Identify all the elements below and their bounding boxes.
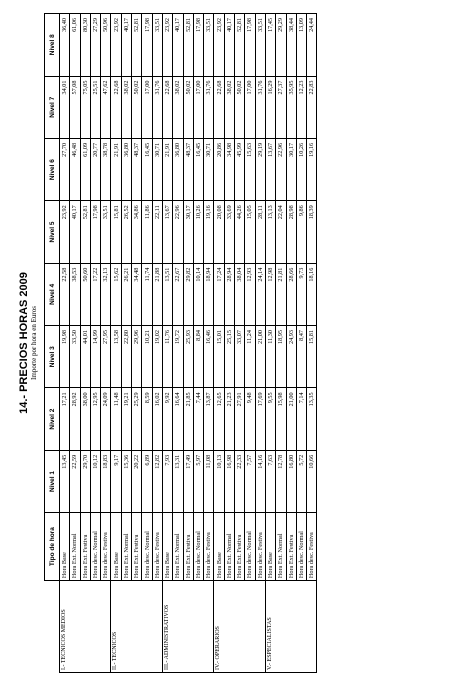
price-cell-nivel-1: 18,83 bbox=[101, 450, 111, 512]
page-title: 14.- PRECIOS HORAS 2009 bbox=[18, 272, 30, 414]
price-cell-nivel-7: 22,68 bbox=[162, 76, 172, 138]
hour-type-cell: Hora Ext. Festiva bbox=[132, 513, 142, 581]
price-cell-nivel-7: 16,29 bbox=[265, 76, 275, 138]
price-cell-nivel-8: 38,44 bbox=[286, 14, 296, 77]
price-cell-nivel-2: 12,65 bbox=[214, 388, 224, 450]
price-cell-nivel-2: 17,21 bbox=[60, 388, 70, 450]
price-cell-nivel-6: 30,71 bbox=[204, 138, 214, 200]
hour-type-cell: Hora Base bbox=[214, 513, 224, 581]
price-cell-nivel-1: 22,59 bbox=[70, 450, 80, 512]
price-cell-nivel-3: 29,96 bbox=[132, 326, 142, 388]
table-row bbox=[183, 14, 193, 673]
table-row bbox=[276, 14, 286, 673]
price-cell-nivel-6: 16,45 bbox=[142, 138, 152, 200]
price-cell-nivel-5: 52,81 bbox=[80, 201, 90, 263]
price-cell-nivel-3: 19,02 bbox=[152, 326, 162, 388]
price-cell-nivel-7: 50,02 bbox=[132, 76, 142, 138]
price-cell-nivel-8: 17,45 bbox=[265, 14, 275, 77]
price-cell-nivel-3: 13,58 bbox=[111, 326, 121, 388]
price-cell-nivel-3: 8,47 bbox=[296, 326, 306, 388]
price-cell-nivel-8: 17,98 bbox=[245, 14, 255, 77]
price-cell-nivel-6: 19,16 bbox=[307, 138, 317, 200]
price-cell-nivel-4: 17,24 bbox=[214, 263, 224, 325]
header-nivel-8: Nivel 8 bbox=[45, 14, 60, 77]
hour-type-cell: Hora desc. Festiva bbox=[255, 513, 265, 581]
price-cell-nivel-3: 10,21 bbox=[142, 326, 152, 388]
price-cell-nivel-5: 28,11 bbox=[255, 201, 265, 263]
price-cell-nivel-8: 23,92 bbox=[111, 14, 121, 77]
price-cell-nivel-3: 27,95 bbox=[101, 326, 111, 388]
price-cell-nivel-5: 10,26 bbox=[193, 201, 203, 263]
price-cell-nivel-4: 15,62 bbox=[111, 263, 121, 325]
category-label: II.- TECNICOS bbox=[111, 581, 162, 673]
hour-type-cell: Hora Ext. Normal bbox=[121, 513, 131, 581]
price-cell-nivel-5: 33,69 bbox=[224, 201, 234, 263]
price-cell-nivel-4: 17,22 bbox=[90, 263, 100, 325]
price-cell-nivel-1: 29,70 bbox=[80, 450, 90, 512]
category-label: III.- ADMINISTRATIVOS bbox=[162, 581, 213, 673]
price-cell-nivel-2: 28,92 bbox=[70, 388, 80, 450]
price-cell-nivel-3: 11,30 bbox=[265, 326, 275, 388]
price-cell-nivel-7: 34,01 bbox=[60, 76, 70, 138]
price-cell-nivel-3: 25,93 bbox=[183, 326, 193, 388]
price-cell-nivel-7: 38,02 bbox=[224, 76, 234, 138]
price-cell-nivel-5: 18,39 bbox=[307, 201, 317, 263]
price-cell-nivel-5: 13,67 bbox=[162, 201, 172, 263]
price-cell-nivel-5: 34,86 bbox=[132, 201, 142, 263]
price-cell-nivel-3: 8,84 bbox=[193, 326, 203, 388]
header-tipo: Tipo de hora bbox=[45, 513, 60, 581]
price-cell-nivel-2: 17,69 bbox=[255, 388, 265, 450]
price-cell-nivel-3: 25,15 bbox=[224, 326, 234, 388]
price-cell-nivel-6: 21,91 bbox=[111, 138, 121, 200]
table-row bbox=[286, 14, 296, 673]
price-cell-nivel-1: 7,93 bbox=[162, 450, 172, 512]
price-cell-nivel-5: 33,51 bbox=[101, 201, 111, 263]
price-cell-nivel-2: 7,44 bbox=[193, 388, 203, 450]
hour-type-cell: Hora Base bbox=[60, 513, 70, 581]
table-row bbox=[173, 14, 183, 673]
table-row bbox=[214, 14, 224, 673]
hour-type-cell: Hora desc. Normal bbox=[245, 513, 255, 581]
price-cell-nivel-1: 6,89 bbox=[142, 450, 152, 512]
price-cell-nivel-7: 47,62 bbox=[101, 76, 111, 138]
price-cell-nivel-6: 21,91 bbox=[162, 138, 172, 200]
price-cell-nivel-4: 22,58 bbox=[60, 263, 70, 325]
price-cell-nivel-2: 21,85 bbox=[183, 388, 193, 450]
price-cell-nivel-3: 15,01 bbox=[214, 326, 224, 388]
price-cell-nivel-2: 9,48 bbox=[245, 388, 255, 450]
price-cell-nivel-8: 17,98 bbox=[193, 14, 203, 77]
price-cell-nivel-1: 9,17 bbox=[111, 450, 121, 512]
price-cell-nivel-3: 21,00 bbox=[255, 326, 265, 388]
hour-type-cell: Hora desc. Normal bbox=[142, 513, 152, 581]
table-row bbox=[296, 14, 306, 673]
price-cell-nivel-5: 22,04 bbox=[276, 201, 286, 263]
hour-type-cell: Hora Ext. Festiva bbox=[235, 513, 245, 581]
table-row bbox=[70, 14, 80, 673]
header-empty-cell bbox=[45, 581, 60, 673]
price-cell-nivel-2: 38,00 bbox=[80, 388, 90, 450]
price-cell-nivel-4: 10,14 bbox=[193, 263, 203, 325]
price-cell-nivel-6: 61,09 bbox=[80, 138, 90, 200]
price-cell-nivel-6: 30,71 bbox=[152, 138, 162, 200]
price-cell-nivel-7: 17,00 bbox=[245, 76, 255, 138]
price-cell-nivel-7: 22,83 bbox=[307, 76, 317, 138]
price-cell-nivel-1: 11,08 bbox=[204, 450, 214, 512]
price-cell-nivel-4: 9,73 bbox=[296, 263, 306, 325]
table-row bbox=[101, 14, 111, 673]
hour-type-cell: Hora Ext. Normal bbox=[224, 513, 234, 581]
price-cell-nivel-2: 21,00 bbox=[286, 388, 296, 450]
price-cell-nivel-5: 9,86 bbox=[296, 201, 306, 263]
price-cell-nivel-2: 16,02 bbox=[152, 388, 162, 450]
price-cell-nivel-1: 7,57 bbox=[245, 450, 255, 512]
hour-type-cell: Hora Base bbox=[111, 513, 121, 581]
table-row bbox=[162, 14, 172, 673]
category-label: I.- TECNICOS MEDIOS bbox=[60, 581, 111, 673]
price-cell-nivel-1: 10,66 bbox=[307, 450, 317, 512]
price-cell-nivel-2: 21,23 bbox=[224, 388, 234, 450]
price-cell-nivel-4: 11,74 bbox=[142, 263, 152, 325]
prices-table bbox=[44, 13, 317, 673]
table-row bbox=[152, 14, 162, 673]
price-cell-nivel-7: 38,02 bbox=[173, 76, 183, 138]
price-cell-nivel-8: 23,92 bbox=[162, 14, 172, 77]
table-row bbox=[142, 14, 152, 673]
price-cell-nivel-8: 27,29 bbox=[90, 14, 100, 77]
hour-type-cell: Hora Base bbox=[162, 513, 172, 581]
table-row bbox=[255, 14, 265, 673]
price-cell-nivel-1: 10,13 bbox=[214, 450, 224, 512]
price-cell-nivel-6: 34,98 bbox=[224, 138, 234, 200]
table-row bbox=[307, 14, 317, 673]
price-cell-nivel-4: 12,98 bbox=[265, 263, 275, 325]
price-cell-nivel-8: 13,09 bbox=[296, 14, 306, 77]
category-label: V.- ESPECIALISTAS bbox=[265, 581, 316, 673]
rotated-content bbox=[16, 13, 436, 673]
price-cell-nivel-8: 33,51 bbox=[255, 14, 265, 77]
price-cell-nivel-7: 25,51 bbox=[90, 76, 100, 138]
table-row bbox=[90, 14, 100, 673]
table-row bbox=[80, 14, 90, 673]
price-cell-nivel-3: 33,07 bbox=[235, 326, 245, 388]
price-cell-nivel-8: 52,81 bbox=[235, 14, 245, 77]
price-cell-nivel-2: 25,29 bbox=[132, 388, 142, 450]
price-cell-nivel-6: 36,80 bbox=[173, 138, 183, 200]
price-cell-nivel-2: 16,64 bbox=[173, 388, 183, 450]
hour-type-cell: Hora Ext. Normal bbox=[173, 513, 183, 581]
price-cell-nivel-4: 28,66 bbox=[286, 263, 296, 325]
price-cell-nivel-7: 50,02 bbox=[235, 76, 245, 138]
price-cell-nivel-1: 17,49 bbox=[183, 450, 193, 512]
price-cell-nivel-6: 27,70 bbox=[60, 138, 70, 200]
price-cell-nivel-1: 10,12 bbox=[90, 450, 100, 512]
hour-type-cell: Hora Ext. Festiva bbox=[183, 513, 193, 581]
header-nivel-4: Nivel 4 bbox=[45, 263, 60, 325]
price-cell-nivel-4: 21,88 bbox=[152, 263, 162, 325]
table-row bbox=[121, 14, 131, 673]
price-cell-nivel-5: 22,96 bbox=[173, 201, 183, 263]
price-cell-nivel-5: 23,92 bbox=[60, 201, 70, 263]
price-cell-nivel-6: 46,48 bbox=[70, 138, 80, 200]
price-cell-nivel-6: 20,86 bbox=[214, 138, 224, 200]
price-cell-nivel-2: 24,09 bbox=[101, 388, 111, 450]
price-cell-nivel-1: 14,16 bbox=[255, 450, 265, 512]
price-cell-nivel-2: 9,92 bbox=[162, 388, 172, 450]
price-cell-nivel-4: 22,67 bbox=[173, 263, 183, 325]
header-nivel-6: Nivel 6 bbox=[45, 138, 60, 200]
hour-type-cell: Hora Ext. Normal bbox=[276, 513, 286, 581]
price-cell-nivel-6: 30,17 bbox=[286, 138, 296, 200]
price-cell-nivel-4: 50,60 bbox=[80, 263, 90, 325]
price-cell-nivel-3: 14,99 bbox=[90, 326, 100, 388]
price-cell-nivel-3: 18,95 bbox=[276, 326, 286, 388]
price-cell-nivel-5: 28,98 bbox=[286, 201, 296, 263]
price-cell-nivel-6: 29,19 bbox=[255, 138, 265, 200]
price-cell-nivel-2: 13,35 bbox=[307, 388, 317, 450]
price-cell-nivel-8: 23,92 bbox=[214, 14, 224, 77]
price-cell-nivel-3: 44,01 bbox=[80, 326, 90, 388]
price-cell-nivel-3: 19,98 bbox=[60, 326, 70, 388]
price-cell-nivel-6: 10,26 bbox=[296, 138, 306, 200]
price-cell-nivel-8: 33,51 bbox=[204, 14, 214, 77]
price-cell-nivel-3: 15,81 bbox=[307, 326, 317, 388]
table-row bbox=[245, 14, 255, 673]
price-cell-nivel-1: 5,97 bbox=[193, 450, 203, 512]
hour-type-cell: Hora Ext. Festiva bbox=[80, 513, 90, 581]
price-cell-nivel-8: 17,98 bbox=[142, 14, 152, 77]
hour-type-cell: Hora Base bbox=[265, 513, 275, 581]
price-cell-nivel-1: 16,98 bbox=[224, 450, 234, 512]
price-cell-nivel-2: 7,14 bbox=[296, 388, 306, 450]
price-cell-nivel-2: 9,55 bbox=[265, 388, 275, 450]
price-cell-nivel-4: 26,21 bbox=[121, 263, 131, 325]
price-cell-nivel-1: 22,33 bbox=[235, 450, 245, 512]
hour-type-cell: Hora desc. Normal bbox=[193, 513, 203, 581]
price-cell-nivel-8: 40,17 bbox=[224, 14, 234, 77]
price-cell-nivel-1: 16,80 bbox=[286, 450, 296, 512]
price-cell-nivel-3: 22,80 bbox=[121, 326, 131, 388]
price-cell-nivel-7: 75,05 bbox=[80, 76, 90, 138]
price-cell-nivel-7: 17,00 bbox=[193, 76, 203, 138]
table-row bbox=[132, 14, 142, 673]
price-cell-nivel-8: 50,96 bbox=[101, 14, 111, 77]
price-cell-nivel-2: 12,95 bbox=[90, 388, 100, 450]
price-cell-nivel-8: 40,17 bbox=[121, 14, 131, 77]
price-cell-nivel-3: 24,93 bbox=[286, 326, 296, 388]
price-cell-nivel-6: 15,63 bbox=[245, 138, 255, 200]
price-cell-nivel-4: 21,81 bbox=[276, 263, 286, 325]
price-cell-nivel-7: 35,95 bbox=[286, 76, 296, 138]
price-cell-nivel-5: 15,05 bbox=[245, 201, 255, 263]
table-row bbox=[60, 14, 70, 673]
price-cell-nivel-2: 8,59 bbox=[142, 388, 152, 450]
price-cell-nivel-6: 36,80 bbox=[121, 138, 131, 200]
price-cell-nivel-5: 17,98 bbox=[90, 201, 100, 263]
price-cell-nivel-8: 61,06 bbox=[70, 14, 80, 77]
price-cell-nivel-1: 5,72 bbox=[296, 450, 306, 512]
hour-type-cell: Hora desc. Festiva bbox=[101, 513, 111, 581]
price-cell-nivel-7: 22,68 bbox=[214, 76, 224, 138]
category-label: IV.- OPERARIOS bbox=[214, 581, 265, 673]
price-cell-nivel-7: 31,76 bbox=[204, 76, 214, 138]
header-nivel-5: Nivel 5 bbox=[45, 201, 60, 263]
price-cell-nivel-6: 16,45 bbox=[193, 138, 203, 200]
price-cell-nivel-2: 11,48 bbox=[111, 388, 121, 450]
table-row bbox=[111, 14, 121, 673]
price-cell-nivel-7: 31,76 bbox=[152, 76, 162, 138]
price-cell-nivel-6: 48,37 bbox=[132, 138, 142, 200]
price-cell-nivel-4: 18,16 bbox=[307, 263, 317, 325]
price-cell-nivel-6: 38,78 bbox=[101, 138, 111, 200]
price-cell-nivel-6: 22,96 bbox=[276, 138, 286, 200]
price-cell-nivel-7: 17,00 bbox=[142, 76, 152, 138]
table-row bbox=[235, 14, 245, 673]
price-cell-nivel-7: 12,23 bbox=[296, 76, 306, 138]
price-cell-nivel-6: 48,37 bbox=[183, 138, 193, 200]
price-cell-nivel-7: 27,37 bbox=[276, 76, 286, 138]
price-cell-nivel-8: 52,81 bbox=[132, 14, 142, 77]
page-subtitle: Importe por hora en Euros bbox=[30, 306, 38, 380]
price-cell-nivel-4: 12,93 bbox=[245, 263, 255, 325]
price-cell-nivel-5: 19,16 bbox=[204, 201, 214, 263]
price-cell-nivel-4: 24,14 bbox=[255, 263, 265, 325]
price-cell-nivel-8: 36,40 bbox=[60, 14, 70, 77]
price-cell-nivel-4: 34,48 bbox=[132, 263, 142, 325]
price-cell-nivel-5: 44,26 bbox=[235, 201, 245, 263]
price-cell-nivel-2: 19,21 bbox=[121, 388, 131, 450]
price-cell-nivel-4: 38,04 bbox=[235, 263, 245, 325]
hour-type-cell: Hora desc. Festiva bbox=[307, 513, 317, 581]
price-cell-nivel-5: 15,81 bbox=[111, 201, 121, 263]
hour-type-cell: Hora desc. Normal bbox=[90, 513, 100, 581]
price-cell-nivel-1: 15,36 bbox=[121, 450, 131, 512]
price-cell-nivel-4: 38,53 bbox=[70, 263, 80, 325]
price-cell-nivel-1: 13,31 bbox=[173, 450, 183, 512]
price-cell-nivel-3: 16,46 bbox=[204, 326, 214, 388]
price-cell-nivel-7: 57,08 bbox=[70, 76, 80, 138]
price-cell-nivel-1: 12,82 bbox=[152, 450, 162, 512]
price-cell-nivel-2: 13,87 bbox=[204, 388, 214, 450]
price-cell-nivel-1: 7,63 bbox=[265, 450, 275, 512]
price-cell-nivel-4: 32,13 bbox=[101, 263, 111, 325]
price-cell-nivel-1: 20,22 bbox=[132, 450, 142, 512]
header-nivel-7: Nivel 7 bbox=[45, 76, 60, 138]
price-cell-nivel-5: 20,08 bbox=[214, 201, 224, 263]
price-cell-nivel-5: 13,13 bbox=[265, 201, 275, 263]
price-cell-nivel-1: 13,45 bbox=[60, 450, 70, 512]
price-cell-nivel-6: 13,67 bbox=[265, 138, 275, 200]
price-cell-nivel-8: 29,29 bbox=[276, 14, 286, 77]
hour-type-cell: Hora Ext. Festiva bbox=[286, 513, 296, 581]
price-cell-nivel-5: 11,86 bbox=[142, 201, 152, 263]
price-cell-nivel-2: 27,91 bbox=[235, 388, 245, 450]
price-cell-nivel-1: 12,78 bbox=[276, 450, 286, 512]
header-nivel-2: Nivel 2 bbox=[45, 388, 60, 450]
table-body bbox=[60, 14, 317, 673]
price-cell-nivel-3: 19,72 bbox=[173, 326, 183, 388]
price-cell-nivel-8: 80,30 bbox=[80, 14, 90, 77]
table-row bbox=[265, 14, 275, 673]
table-row bbox=[224, 14, 234, 673]
price-cell-nivel-7: 50,02 bbox=[183, 76, 193, 138]
price-cell-nivel-4: 28,94 bbox=[224, 263, 234, 325]
hour-type-cell: Hora desc. Normal bbox=[296, 513, 306, 581]
price-cell-nivel-7: 38,02 bbox=[121, 76, 131, 138]
price-cell-nivel-2: 15,98 bbox=[276, 388, 286, 450]
hour-type-cell: Hora Ext. Normal bbox=[70, 513, 80, 581]
table-row bbox=[204, 14, 214, 673]
price-cell-nivel-8: 24,44 bbox=[307, 14, 317, 77]
hour-type-cell: Hora desc. Festiva bbox=[152, 513, 162, 581]
price-cell-nivel-3: 11,24 bbox=[245, 326, 255, 388]
price-cell-nivel-7: 22,68 bbox=[111, 76, 121, 138]
table-row bbox=[193, 14, 203, 673]
price-cell-nivel-5: 26,52 bbox=[121, 201, 131, 263]
table-header-row bbox=[45, 14, 60, 673]
price-cell-nivel-4: 18,94 bbox=[204, 263, 214, 325]
price-cell-nivel-5: 40,17 bbox=[70, 201, 80, 263]
price-cell-nivel-8: 33,51 bbox=[152, 14, 162, 77]
price-cell-nivel-5: 22,11 bbox=[152, 201, 162, 263]
price-cell-nivel-4: 29,82 bbox=[183, 263, 193, 325]
price-cell-nivel-8: 40,17 bbox=[173, 14, 183, 77]
price-cell-nivel-5: 30,17 bbox=[183, 201, 193, 263]
price-cell-nivel-7: 31,76 bbox=[255, 76, 265, 138]
header-nivel-3: Nivel 3 bbox=[45, 326, 60, 388]
price-cell-nivel-4: 13,51 bbox=[162, 263, 172, 325]
price-cell-nivel-3: 33,50 bbox=[70, 326, 80, 388]
price-cell-nivel-8: 52,81 bbox=[183, 14, 193, 77]
price-cell-nivel-3: 11,76 bbox=[162, 326, 172, 388]
price-cell-nivel-6: 45,99 bbox=[235, 138, 245, 200]
hour-type-cell: Hora desc. Festiva bbox=[204, 513, 214, 581]
header-nivel-1: Nivel 1 bbox=[45, 450, 60, 512]
price-cell-nivel-6: 20,77 bbox=[90, 138, 100, 200]
